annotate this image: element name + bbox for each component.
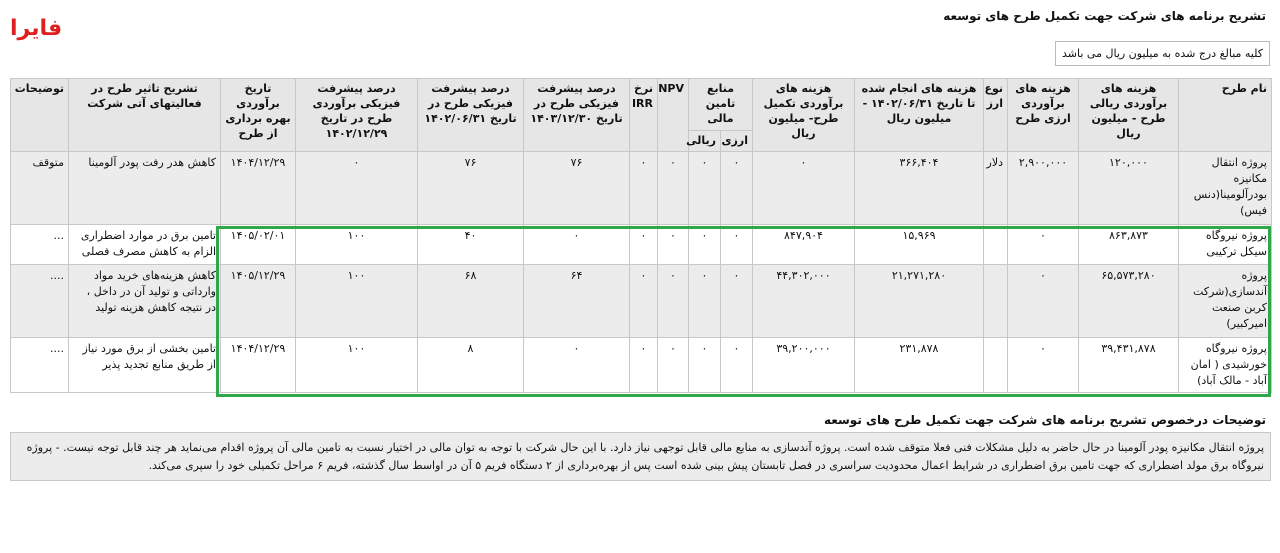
npv-cell: ۰ xyxy=(658,265,689,338)
impact-cell: کاهش هدر رفت پودر آلومینا xyxy=(69,152,221,225)
funding-fx-cell: ۰ xyxy=(721,225,753,265)
completion-cost-cell: ۰ xyxy=(753,152,855,225)
spent-cost-cell: ۳۶۶,۴۰۴ xyxy=(855,152,984,225)
funding-rial-cell: ۰ xyxy=(689,152,721,225)
completion-cost-cell: ۸۴۷,۹۰۴ xyxy=(753,225,855,265)
progress-current-cell: ۶۸ xyxy=(418,265,524,338)
progress-1403-cell: ۷۶ xyxy=(524,152,630,225)
header-funding-sources: منابع تامین مالی xyxy=(689,79,753,131)
project-name-cell: پروژه نیروگاه سیکل ترکیبی xyxy=(1179,225,1272,265)
rial-cost-cell: ۶۵,۵۷۳,۲۸۰ xyxy=(1079,265,1179,338)
progress-1403-cell: ۰ xyxy=(524,225,630,265)
project-name-cell: پروژه آندسازی(شرکت کربن صنعت امیرکبیر) xyxy=(1179,265,1272,338)
currency-type-cell: دلار xyxy=(984,152,1008,225)
rial-cost-cell: ۸۶۳,۸۷۳ xyxy=(1079,225,1179,265)
page-title: تشریح برنامه های شرکت جهت تکمیل طرح های توسعه xyxy=(943,9,1266,23)
funding-fx-cell: ۰ xyxy=(721,338,753,393)
funding-fx-cell: ۰ xyxy=(721,152,753,225)
currency-type-cell xyxy=(984,338,1008,393)
funding-rial-cell: ۰ xyxy=(689,338,721,393)
header-notes: توضیحات xyxy=(11,79,69,152)
table-row xyxy=(11,265,1272,338)
irr-cell: ۰ xyxy=(630,338,658,393)
operation-date-cell: ۱۴۰۴/۱۲/۲۹ xyxy=(221,152,296,225)
header-rial-cost: هزینه های برآوردی ریالی طرح - میلیون ریال xyxy=(1079,79,1179,152)
npv-cell: ۰ xyxy=(658,225,689,265)
completion-cost-cell: ۴۴,۳۰۲,۰۰۰ xyxy=(753,265,855,338)
description-text: پروژه انتقال مکانیزه پودر آلومینا در حال حاضر به دلیل مشکلات فنی فعلا متوقف شده است. پروژه آندسازی به منابع مالی قابل توجهی نیاز دارد. با این حال شرکت با توجه به توان مالی در اختیار نسبت به تامین مالی آن پروژه اقدام می‌نماید هر چند قابل توجه نیست. - پروژه نیروگاه برق مولد اضطراری که جهت تامین برق اضطراری در شرایط اعمال محدودیت سراسری در فصل تابستان پیش بینی شده است پس از بهره‌برداری از ۲ دستگاه فریم ۵ آن در اواسط سال گذشته، فریم ۶ مراحل تکمیلی خود را سپری می‌کند. xyxy=(10,432,1271,481)
progress-estimated-cell: ۱۰۰ xyxy=(296,338,418,393)
header-fx-cost: هزینه های برآوردی ارزی طرح xyxy=(1008,79,1079,152)
rial-cost-cell: ۱۲۰,۰۰۰ xyxy=(1079,152,1179,225)
irr-cell: ۰ xyxy=(630,152,658,225)
funding-rial-cell: ۰ xyxy=(689,265,721,338)
header-progress-current: درصد پیشرفت فیزیکی طرح در تاریخ ۱۴۰۲/۰۶/۳۱ xyxy=(418,79,524,152)
header-impact: تشریح تاثیر طرح در فعالیتهای آتی شرکت xyxy=(69,79,221,152)
npv-cell: ۰ xyxy=(658,152,689,225)
header-progress-estimated: درصد پیشرفت فیزیکی برآوردی طرح در تاریخ ۱۴۰۲/۱۲/۲۹ xyxy=(296,79,418,152)
progress-current-cell: ۷۶ xyxy=(418,152,524,225)
notes-cell: ... xyxy=(11,225,69,265)
header-project-name: نام طرح xyxy=(1179,79,1272,152)
progress-current-cell: ۴۰ xyxy=(418,225,524,265)
progress-1403-cell: ۰ xyxy=(524,338,630,393)
completion-cost-cell: ۳۹,۲۰۰,۰۰۰ xyxy=(753,338,855,393)
currency-type-cell xyxy=(984,265,1008,338)
header-funding-fx: ارزی xyxy=(721,130,753,152)
operation-date-cell: ۱۴۰۵/۰۲/۰۱ xyxy=(221,225,296,265)
header-completion-cost: هزینه های برآوردی تکمیل طرح- میلیون ریال xyxy=(753,79,855,152)
fx-cost-cell: ۰ xyxy=(1008,265,1079,338)
header-npv: NPV xyxy=(658,79,689,152)
spent-cost-cell: ۱۵,۹۶۹ xyxy=(855,225,984,265)
table-row xyxy=(11,225,1272,265)
impact-cell: کاهش هزینه‌های خرید مواد وارداتی و تولید آن در داخل ، در نتیجه کاهش هزینه تولید xyxy=(69,265,221,338)
table-row xyxy=(11,152,1272,225)
fx-cost-cell: ۰ xyxy=(1008,338,1079,393)
header-operation-date: تاریخ برآوردی بهره برداری از طرح xyxy=(221,79,296,152)
header-irr: نرخ IRR xyxy=(630,79,658,152)
progress-estimated-cell: ۱۰۰ xyxy=(296,225,418,265)
operation-date-cell: ۱۴۰۵/۱۲/۲۹ xyxy=(221,265,296,338)
header-currency-type: نوع ارز xyxy=(984,79,1008,152)
spent-cost-cell: ۲۱,۲۷۱,۲۸۰ xyxy=(855,265,984,338)
impact-cell: تامین برق در موارد اضطراری الزام به کاهش مصرف فصلی xyxy=(69,225,221,265)
notes-cell: .... xyxy=(11,265,69,338)
spent-cost-cell: ۲۳۱,۸۷۸ xyxy=(855,338,984,393)
header-progress-1403: درصد پیشرفت فیزیکی طرح در تاریخ ۱۴۰۳/۱۲/۳۰ xyxy=(524,79,630,152)
unit-note: کلیه مبالغ درج شده به میلیون ریال می باشد xyxy=(1055,41,1270,66)
project-name-cell: پروژه نیروگاه خورشیدی ( امان آباد - مالک آباد) xyxy=(1179,338,1272,393)
notes-cell: متوقف xyxy=(11,152,69,225)
irr-cell: ۰ xyxy=(630,225,658,265)
currency-type-cell xyxy=(984,225,1008,265)
npv-cell: ۰ xyxy=(658,338,689,393)
irr-cell: ۰ xyxy=(630,265,658,338)
progress-estimated-cell: ۰ xyxy=(296,152,418,225)
faira-logo: فایرا xyxy=(10,16,63,41)
table-row xyxy=(11,338,1272,393)
description-title: توضیحات درخصوص تشریح برنامه های شرکت جهت تکمیل طرح های توسعه xyxy=(823,413,1266,427)
header-spent-cost: هزینه های انجام شده تا تاریخ ۱۴۰۲/۰۶/۳۱ - میلیون ریال xyxy=(855,79,984,152)
impact-cell: تامین بخشی از برق مورد نیاز از طریق منابع تجدید پذیر xyxy=(69,338,221,393)
project-name-cell: پروژه انتقال مکانیزه بودرآلومینا(دنس فیس) xyxy=(1179,152,1272,225)
header-funding-rial: ریالی xyxy=(689,130,721,152)
notes-cell: .... xyxy=(11,338,69,393)
fx-cost-cell: ۰ xyxy=(1008,225,1079,265)
operation-date-cell: ۱۴۰۴/۱۲/۲۹ xyxy=(221,338,296,393)
progress-current-cell: ۸ xyxy=(418,338,524,393)
progress-1403-cell: ۶۴ xyxy=(524,265,630,338)
fx-cost-cell: ۲,۹۰۰,۰۰۰ xyxy=(1008,152,1079,225)
rial-cost-cell: ۳۹,۴۳۱,۸۷۸ xyxy=(1079,338,1179,393)
funding-rial-cell: ۰ xyxy=(689,225,721,265)
development-plans-table xyxy=(10,78,1272,393)
funding-fx-cell: ۰ xyxy=(721,265,753,338)
progress-estimated-cell: ۱۰۰ xyxy=(296,265,418,338)
